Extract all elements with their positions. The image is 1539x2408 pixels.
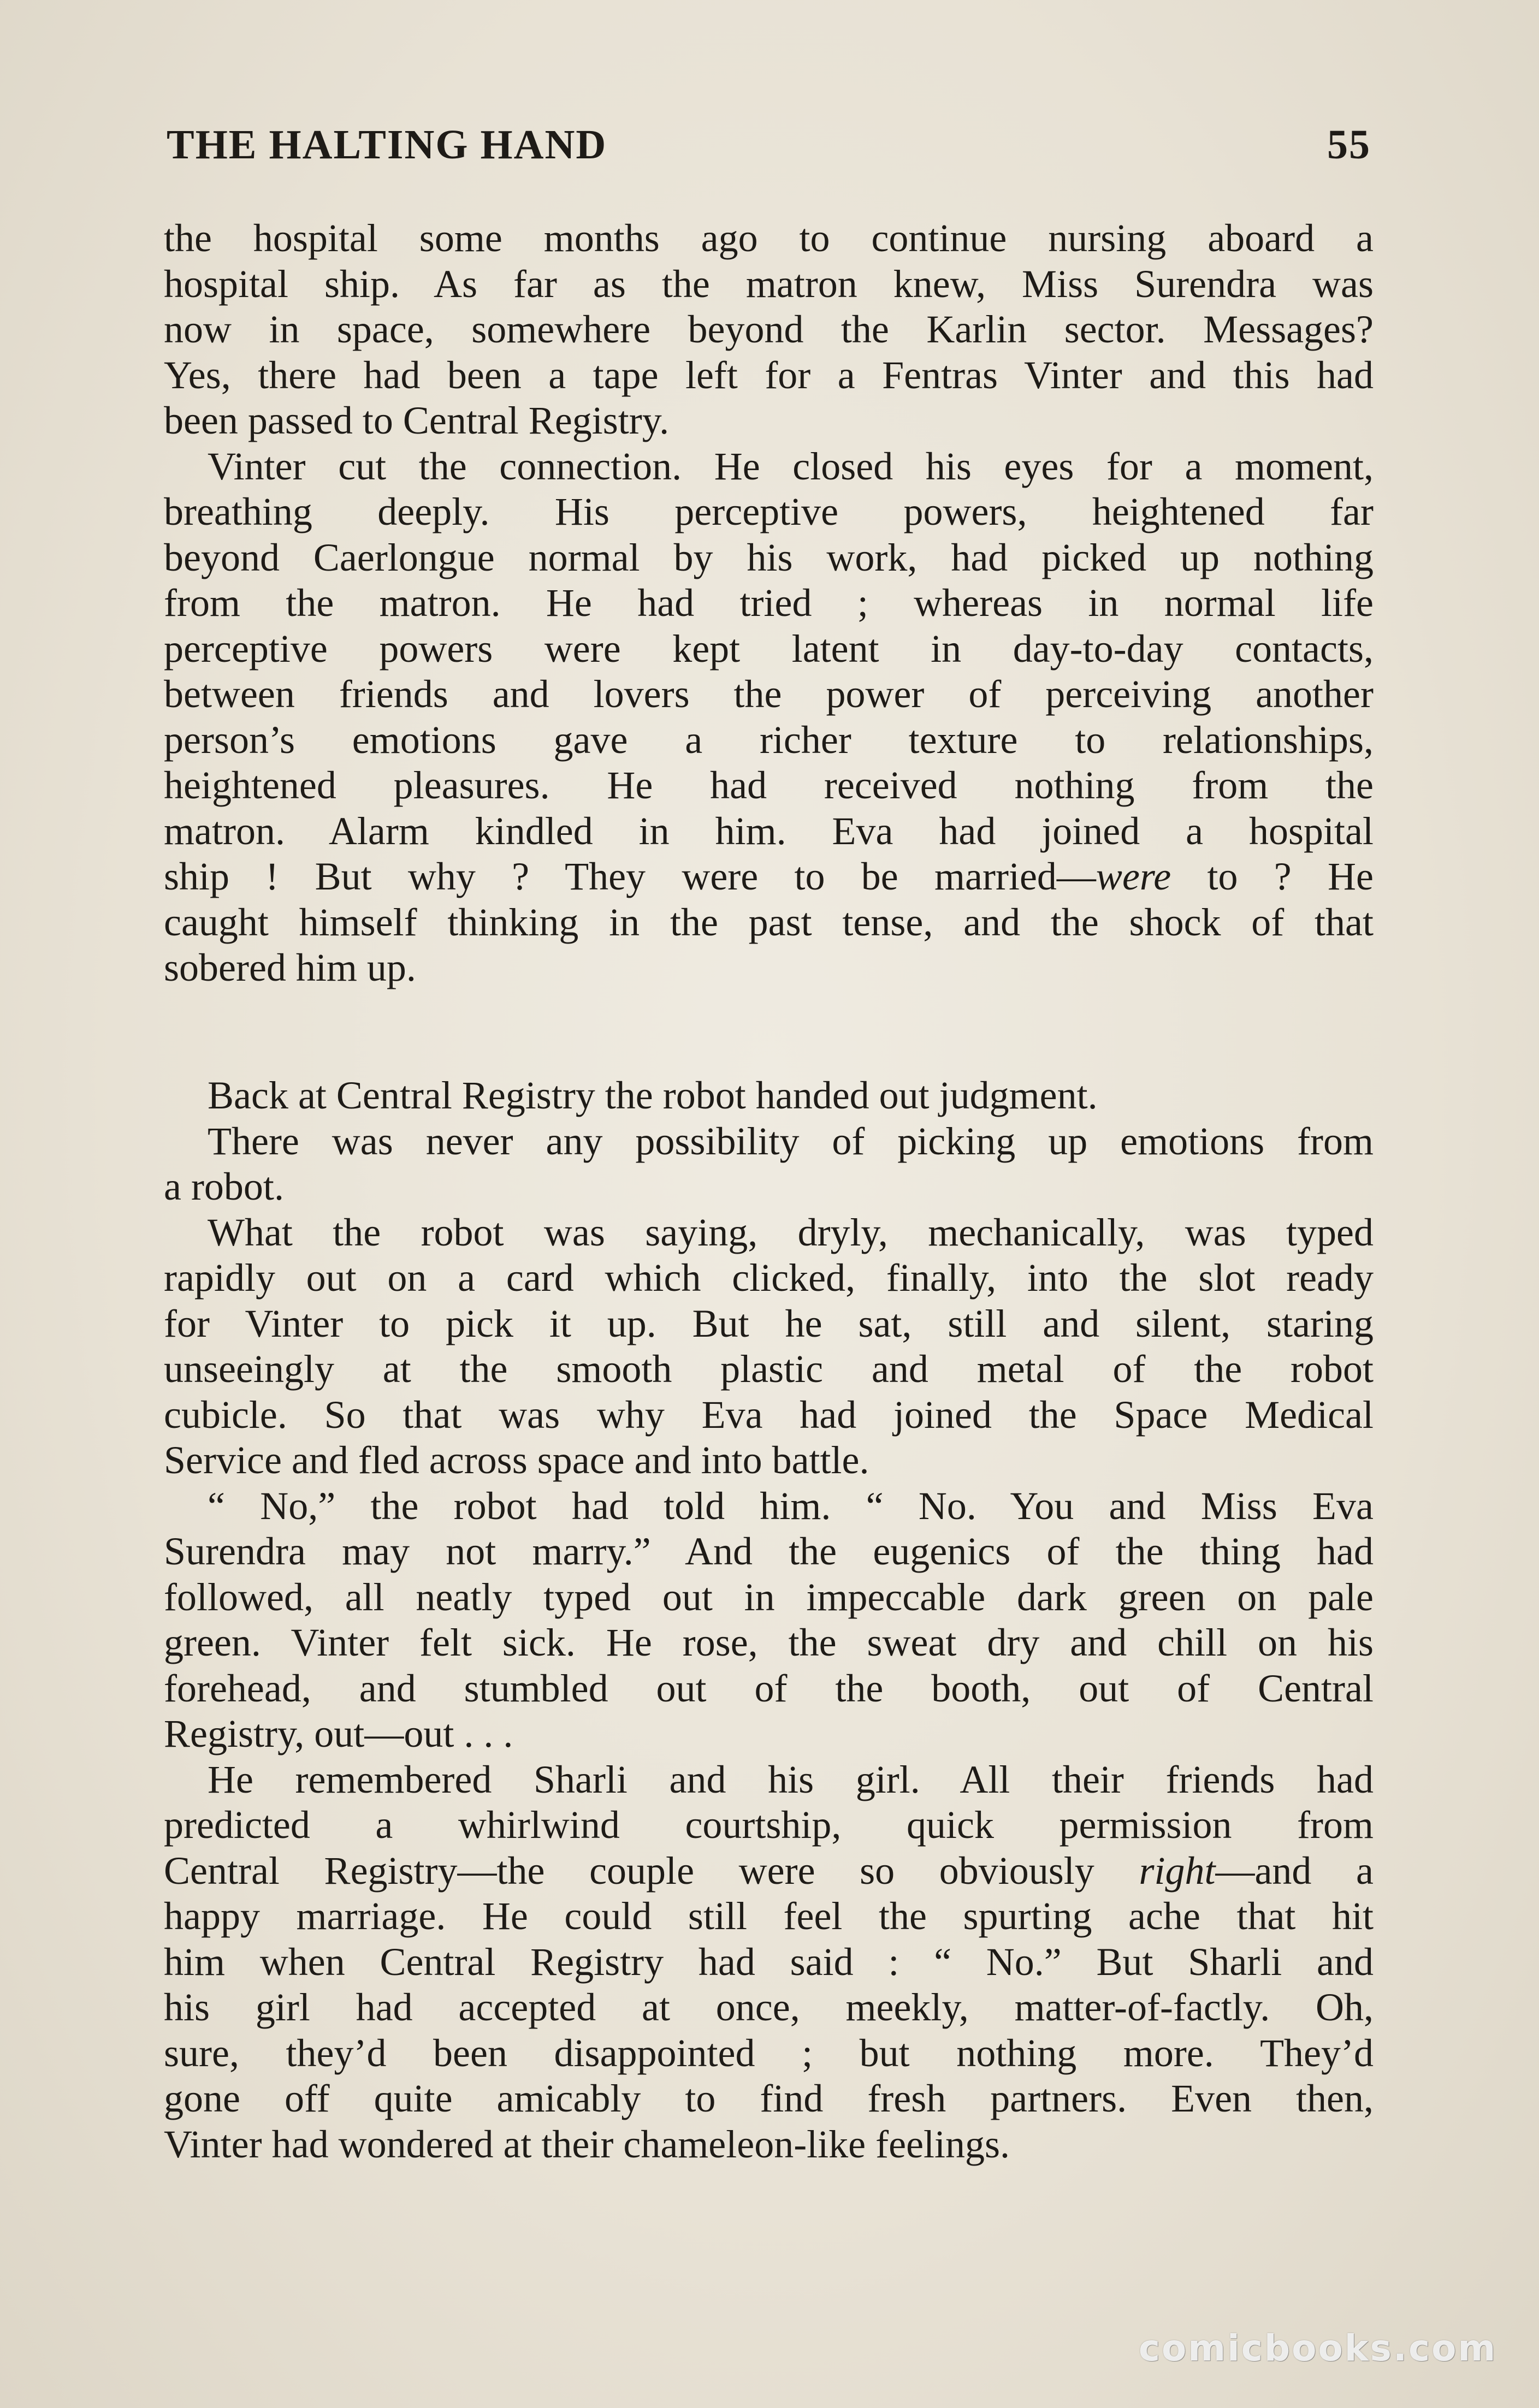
- text-run: What the robot was saying, dryly, mechanically, was typed: [208, 1210, 1374, 1254]
- text-run: rapidly out on a card which clicked, finally, into the slot ready: [164, 1256, 1374, 1300]
- page-number: 55: [1327, 122, 1371, 168]
- text-block-lower: [164, 1073, 1374, 2167]
- text-run: predicted a whirlwind courtship, quick permission from: [164, 1803, 1374, 1847]
- text-line: [164, 1802, 1374, 1848]
- italic-run: right: [1139, 1848, 1216, 1893]
- text-run: a robot.: [164, 1165, 284, 1208]
- text-run: Vinter cut the connection. He closed his eyes for a moment,: [208, 444, 1374, 488]
- text-line: [164, 1347, 1374, 1392]
- text-line: [164, 1484, 1374, 1529]
- text-line: [164, 1210, 1374, 1256]
- text-line: [164, 1666, 1374, 1712]
- text-line: [164, 1620, 1374, 1666]
- text-run: happy marriage. He could still feel the spurting ache that hit: [164, 1894, 1374, 1938]
- text-line: [164, 216, 1374, 262]
- text-run: from the matron. He had tried ; whereas in normal life: [164, 581, 1374, 625]
- text-run: been passed to Central Registry.: [164, 399, 670, 442]
- text-run: sure, they’d been disappointed ; but nothing more. They’d: [164, 2031, 1374, 2075]
- text-line: [164, 1073, 1374, 1119]
- text-run: forehead, and stumbled out of the booth, out of Central: [164, 1666, 1374, 1710]
- text-run: caught himself thinking in the past tense, and the shock of that: [164, 900, 1374, 944]
- text-run: Central Registry—the couple were so obviously: [164, 1848, 1139, 1893]
- running-header: [167, 121, 1371, 176]
- running-title: THE HALTING HAND: [167, 122, 607, 168]
- text-line: [164, 398, 1374, 444]
- text-block-upper: [164, 216, 1374, 991]
- text-line: [164, 262, 1374, 307]
- text-line: [164, 1757, 1374, 1803]
- text-line: [164, 1301, 1374, 1347]
- text-run: hospital ship. As far as the matron knew, Miss Surendra was: [164, 262, 1374, 306]
- text-run: Registry, out—out . . .: [164, 1712, 513, 1755]
- text-line: [164, 1255, 1374, 1301]
- text-line: [164, 1985, 1374, 2031]
- text-line: [164, 854, 1374, 900]
- text-line: [164, 1894, 1374, 1940]
- text-line: [164, 717, 1374, 763]
- text-line: [164, 1529, 1374, 1575]
- italic-run: were: [1096, 855, 1171, 898]
- text-run: between friends and lovers the power of perceiving another: [164, 672, 1374, 716]
- text-line: [164, 1575, 1374, 1621]
- text-line: [164, 1711, 1374, 1757]
- text-run: green. Vinter felt sick. He rose, the sweat dry and chill on his: [164, 1621, 1374, 1664]
- text-line: [164, 1438, 1374, 1484]
- text-run: gone off quite amicably to find fresh partners. Even then,: [164, 2077, 1374, 2120]
- text-line: [164, 2076, 1374, 2122]
- text-line: [164, 444, 1374, 490]
- text-line: [164, 535, 1374, 581]
- text-run: person’s emotions gave a richer texture to relationships,: [164, 717, 1374, 762]
- text-line: [164, 489, 1374, 535]
- text-run: perceptive powers were kept latent in day-to-day contacts,: [164, 626, 1374, 671]
- text-run: Vinter had wondered at their chameleon-like feelings.: [164, 2122, 1010, 2166]
- text-run: breathing deeply. His perceptive powers, heightened far: [164, 490, 1374, 533]
- text-line: [164, 1940, 1374, 1985]
- text-run: —and a: [1215, 1848, 1374, 1893]
- text-run: sobered him up.: [164, 946, 416, 989]
- text-run: cubicle. So that was why Eva had joined the Space Medical: [164, 1392, 1374, 1437]
- text-run: matron. Alarm kindled in him. Eva had joined a hospital: [164, 809, 1374, 853]
- text-run: for Vinter to pick it up. But he sat, still and silent, staring: [164, 1301, 1374, 1345]
- text-line: [164, 1119, 1374, 1165]
- text-run: his girl had accepted at once, meekly, matter-of-factly. Oh,: [164, 1985, 1374, 2029]
- text-line: [164, 1392, 1374, 1438]
- text-line: [164, 945, 1374, 991]
- text-line: [164, 626, 1374, 672]
- text-run: Surendra may not marry.” And the eugenics of the thing had: [164, 1529, 1374, 1573]
- text-run: unseeingly at the smooth plastic and metal of the robot: [164, 1347, 1374, 1391]
- text-run: Back at Central Registry the robot handed out judgment.: [208, 1073, 1098, 1117]
- text-run: Yes, there had been a tape left for a Fentras Vinter and this had: [164, 353, 1374, 397]
- text-line: [164, 1164, 1374, 1210]
- text-line: [164, 353, 1374, 399]
- text-run: the hospital some months ago to continue nursing aboard a: [164, 216, 1374, 260]
- watermark: comicbooks.com: [1139, 2327, 1497, 2369]
- text-line: [164, 307, 1374, 353]
- text-line: [164, 672, 1374, 717]
- text-run: now in space, somewhere beyond the Karlin sector. Messages?: [164, 307, 1374, 351]
- text-run: “ No,” the robot had told him. “ No. You and Miss Eva: [208, 1484, 1374, 1528]
- text-run: him when Central Registry had said : “ No.” But Sharli and: [164, 1940, 1374, 1984]
- text-line: [164, 1848, 1374, 1894]
- text-line: [164, 2031, 1374, 2077]
- text-run: heightened pleasures. He had received nothing from the: [164, 763, 1374, 807]
- text-line: [164, 2122, 1374, 2168]
- text-line: [164, 809, 1374, 855]
- text-run: Service and fled across space and into battle.: [164, 1438, 869, 1482]
- text-run: beyond Caerlongue normal by his work, had picked up nothing: [164, 535, 1374, 579]
- text-line: [164, 763, 1374, 809]
- text-run: followed, all neatly typed out in impeccable dark green on pale: [164, 1575, 1374, 1619]
- text-run: ship ! But why ? They were to be married—: [164, 855, 1096, 898]
- text-run: There was never any possibility of picking up emotions from: [208, 1119, 1374, 1163]
- text-run: to ? He: [1171, 855, 1374, 898]
- text-line: [164, 900, 1374, 946]
- text-line: [164, 580, 1374, 626]
- text-run: He remembered Sharli and his girl. All their friends had: [208, 1757, 1374, 1801]
